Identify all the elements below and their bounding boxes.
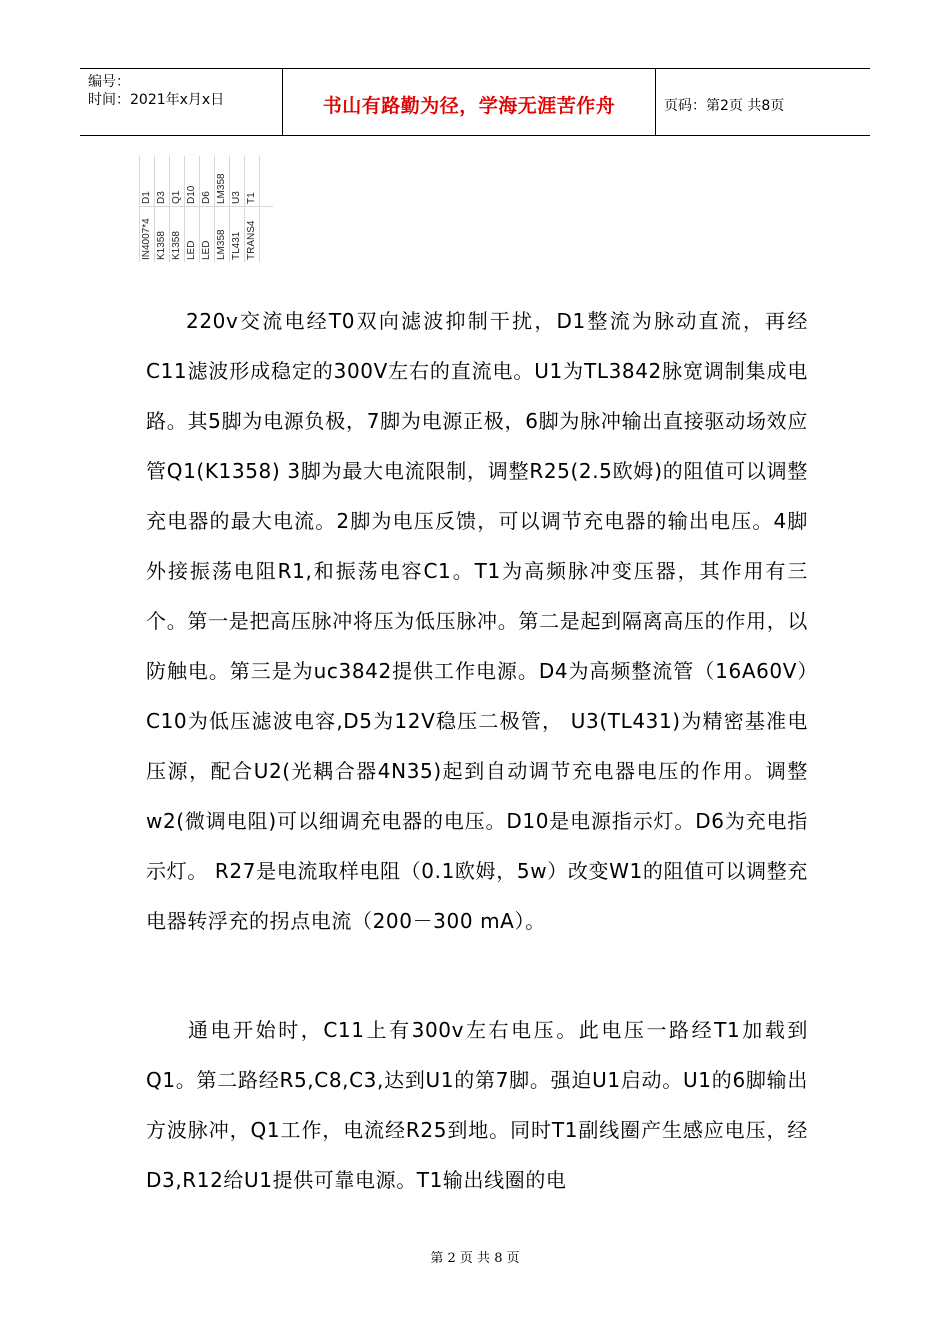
component-part: TRANS4 bbox=[246, 220, 257, 260]
number-label: 编号： bbox=[88, 74, 130, 90]
table-column bbox=[139, 156, 154, 262]
component-ref: D10 bbox=[186, 185, 197, 204]
header-divider bbox=[655, 69, 656, 135]
header-page-label: 页码：第2页 共8页 bbox=[664, 98, 785, 114]
component-part: LED bbox=[201, 240, 212, 260]
table-column bbox=[184, 156, 199, 262]
time-label: 时间：2021年x月x日 bbox=[88, 92, 225, 108]
component-ref: Q1 bbox=[171, 190, 182, 204]
component-ref: T1 bbox=[246, 192, 257, 204]
component-ref: D1 bbox=[141, 191, 152, 204]
body-paragraph bbox=[146, 1005, 808, 1205]
body-paragraph bbox=[146, 296, 808, 946]
component-part: IN4007*4 bbox=[141, 218, 152, 260]
component-ref: LM358 bbox=[216, 173, 227, 204]
table-column bbox=[169, 156, 184, 262]
component-part: K1358 bbox=[171, 231, 182, 260]
component-part: K1358 bbox=[156, 231, 167, 260]
component-part: TL431 bbox=[231, 231, 242, 260]
header-motto: 书山有路勤为径，学海无涯苦作舟 bbox=[322, 95, 616, 117]
component-ref: D6 bbox=[201, 191, 212, 204]
component-ref: U3 bbox=[231, 191, 242, 204]
table-column bbox=[244, 156, 260, 262]
table-column bbox=[199, 156, 214, 262]
page-footer: 第 2 页 共 8 页 bbox=[430, 1251, 520, 1266]
document-header bbox=[80, 68, 870, 136]
paragraph-text: 220v交流电经T0双向滤波抑制干扰，D1整流为脉动直流，再经C11滤波形成稳定的300V左右的直流电。U1为TL3842脉宽调制集成电路。其5脚为电源负极，7脚为电源正极，6脚为脉冲输出直接驱动场效应管Q1(K1358) 3脚为最大电流限制，调整R25(2.5欧姆)的阻值可以调整充电器的最大电流。2脚为电压反馈，可以调节充电器的输出电压。4脚外接振荡电阻R1,和振荡电容C1。T1为高频脉冲变压器，其作用有三个。第一是把高压脉冲将压为低压脉冲。第二是起到隔离高压的作用，以防触电。第三是为uc3842提供工作电源。D4为高频整流管（16A60V）C10为低压滤波电容,D5为12V稳压二极管， U3(TL431)为精密基准电压源，配合U2(光耦合器4N35)起到自动调节充电器电压的作用。调整w2(微调电阻)可以细调充电器的电压。D10是电源指示灯。D6为充电指示灯。 R27是电流取样电阻（0.1欧姆，5w）改变W1的阻值可以调整充电器转浮充的拐点电流（200－300 mA）。 bbox=[146, 309, 808, 933]
table-column bbox=[154, 156, 169, 262]
component-part: LED bbox=[186, 240, 197, 260]
table-column bbox=[214, 156, 229, 262]
component-part: LM358 bbox=[216, 229, 227, 260]
paragraph-text: 通电开始时，C11上有300v左右电压。此电压一路经T1加载到Q1。第二路经R5,C8,C3,达到U1的第7脚。强迫U1启动。U1的6脚输出方波脉冲，Q1工作，电流经R25到地。同时T1副线圈产生感应电压，经D3,R12给U1提供可靠电源。T1输出线圈的电 bbox=[146, 1018, 808, 1192]
header-meta bbox=[88, 73, 288, 109]
table-column bbox=[229, 156, 244, 262]
component-ref: D3 bbox=[156, 191, 167, 204]
